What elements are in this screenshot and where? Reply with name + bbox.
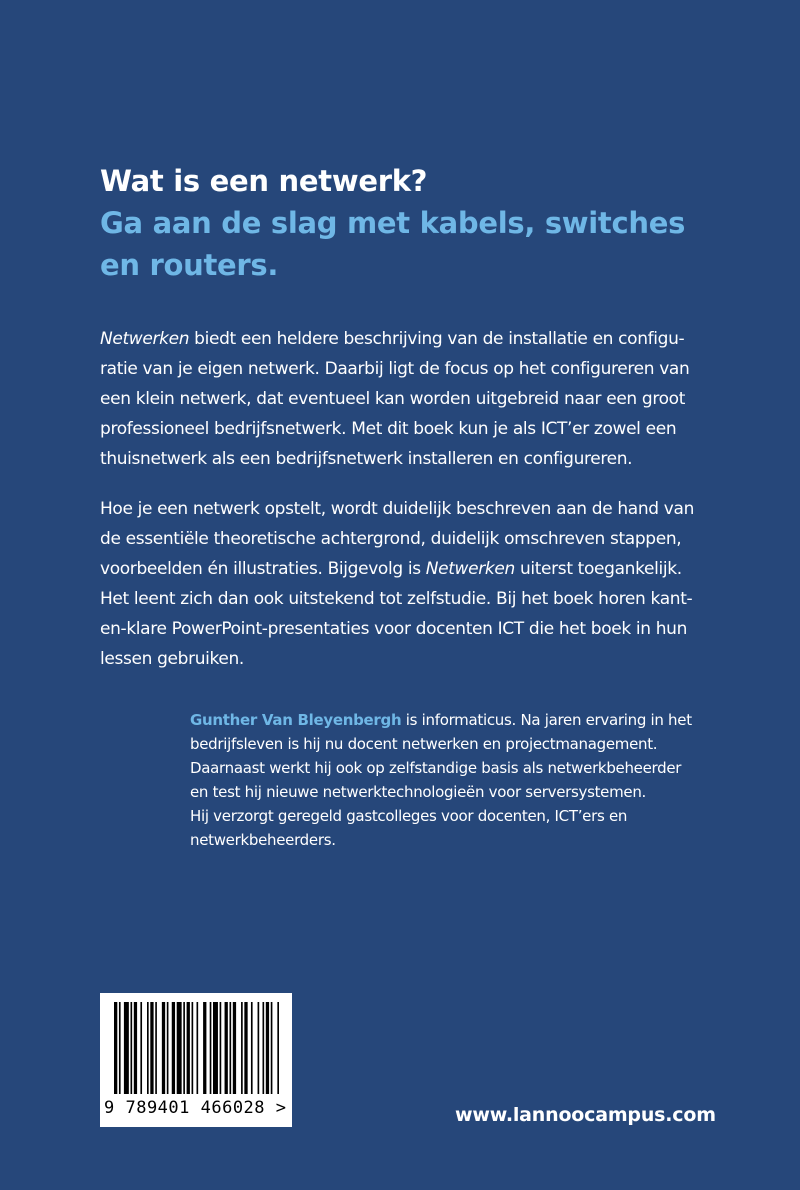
barcode-bar xyxy=(140,1002,142,1094)
bio-line: Gunther Van Bleyenbergh is informaticus. Na jaren ervaring in het xyxy=(190,711,692,729)
bio-line: Daarnaast werkt hij ook op zelfstandige basis als netwerkbeheerder xyxy=(190,759,682,777)
cover-heading xyxy=(100,160,720,286)
barcode-bar xyxy=(203,1002,206,1094)
book-title: Netwerken xyxy=(425,559,515,579)
paragraph-line: Hoe je een netwerk opstelt, wordt duidelijk beschreven aan de hand van xyxy=(100,499,694,519)
barcode-bar xyxy=(131,1002,133,1094)
barcode-bar xyxy=(172,1002,175,1094)
barcode-bar xyxy=(251,1002,253,1094)
barcode-bar xyxy=(263,1002,265,1094)
barcode-bar xyxy=(155,1002,157,1094)
barcode-bar xyxy=(187,1002,190,1094)
publisher-website: www.lannoocampus.com xyxy=(455,1104,716,1126)
barcode-bar xyxy=(266,1002,269,1094)
description-paragraph-2 xyxy=(100,494,710,674)
barcode-bar xyxy=(277,1002,279,1094)
author-name: Gunther Van Bleyenbergh xyxy=(190,711,402,729)
bio-line: Hij verzorgt geregeld gastcolleges voor docenten, ICT’ers en xyxy=(190,807,628,825)
paragraph-line: thuisnetwerk als een bedrijfsnetwerk installeren en configureren. xyxy=(100,449,633,469)
barcode-bar xyxy=(220,1002,222,1094)
barcode-bar xyxy=(134,1002,137,1094)
paragraph-line: lessen gebruiken. xyxy=(100,649,244,669)
heading-subtitle-line2: en routers. xyxy=(100,248,279,282)
paragraph-line: een klein netwerk, dat eventueel kan worden uitgebreid naar een groot xyxy=(100,389,686,409)
barcode-bar xyxy=(225,1002,228,1094)
barcode-bar xyxy=(114,1002,117,1094)
barcode-bar xyxy=(230,1002,232,1094)
barcode-bar xyxy=(210,1002,212,1094)
barcode-bar xyxy=(233,1002,236,1094)
barcode-bar xyxy=(183,1002,185,1094)
barcode-bar xyxy=(197,1002,199,1094)
isbn-barcode xyxy=(100,993,292,1127)
barcode-bar xyxy=(150,1002,153,1094)
barcode-bar xyxy=(177,1002,182,1094)
barcode-bar xyxy=(192,1002,194,1094)
paragraph-line: professioneel bedrijfsnetwerk. Met dit boek kun je als ICT’er zowel een xyxy=(100,419,677,439)
heading-question: Wat is een netwerk? xyxy=(100,164,428,198)
barcode-bar xyxy=(119,1002,121,1094)
barcode-bar xyxy=(271,1002,273,1094)
paragraph-line: ratie van je eigen netwerk. Daarbij ligt de focus op het configureren van xyxy=(100,359,690,379)
bio-line: bedrijfsleven is hij nu docent netwerken en projectmanagement. xyxy=(190,735,658,753)
paragraph-line: de essentiële theoretische achtergrond, duidelijk omschreven stappen, xyxy=(100,529,682,549)
barcode-bar xyxy=(124,1002,129,1094)
barcode-bar xyxy=(213,1002,218,1094)
barcode-bar xyxy=(167,1002,169,1094)
heading-subtitle-line1: Ga aan de slag met kabels, switches xyxy=(100,206,686,240)
barcode-bar xyxy=(258,1002,260,1094)
barcode-bar xyxy=(147,1002,149,1094)
isbn-number: 9 789401 466028 > xyxy=(104,1098,287,1118)
author-bio xyxy=(190,708,710,852)
paragraph-line: voorbeelden én illustraties. Bijgevolg is Netwerken uiterst toegankelijk. xyxy=(100,559,682,579)
description-paragraph-1 xyxy=(100,324,710,474)
paragraph-line: Het leent zich dan ook uitstekend tot zelfstudie. Bij het boek horen kant- xyxy=(100,589,693,609)
bio-line: netwerkbeheerders. xyxy=(190,831,336,849)
barcode-bar xyxy=(162,1002,165,1094)
barcode-bar xyxy=(244,1002,247,1094)
paragraph-line: en-klare PowerPoint-presentaties voor docenten ICT die het boek in hun xyxy=(100,619,688,639)
paragraph-line: Netwerken biedt een heldere beschrijving van de installatie en configu- xyxy=(100,329,685,349)
barcode-bar xyxy=(241,1002,243,1094)
book-title: Netwerken xyxy=(100,329,190,349)
bio-line: en test hij nieuwe netwerktechnologieën voor serversystemen. xyxy=(190,783,647,801)
